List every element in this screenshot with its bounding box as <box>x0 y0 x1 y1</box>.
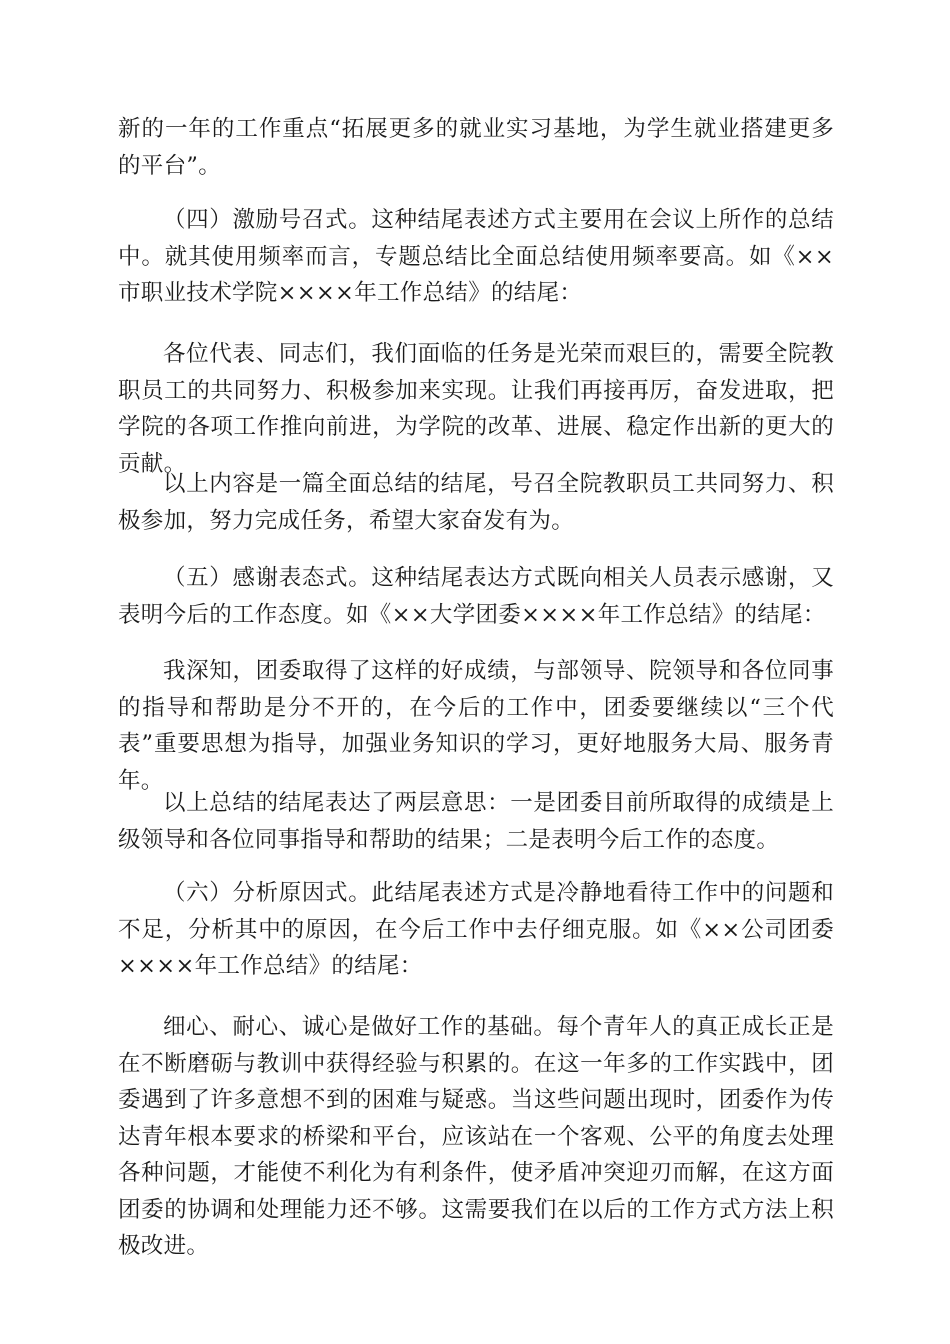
paragraph-quote-three: 细心、耐心、诚心是做好工作的基础。每个青年人的真正成长正是在不断磨砺与教训中获得经验与积累的。在这一年多的工作实践中，团委遇到了许多意想不到的困难与疑惑。当这些问题出现时，团委作为传达青年根本要求的桥梁和平台，应该站在一个客观、公平的角度去处理各种问题，才能使不利化为有利条件，使矛盾冲突迎刃而解，在这方面团委的协调和处理能力还不够。这需要我们在以后的工作方式方法上积极改进。 <box>118 1014 834 1259</box>
paragraph-section-four: （四）激励号召式。这种结尾表述方式主要用在会议上所作的总结中。就其使用频率而言，专题总结比全面总结使用频率要高。如《××市职业技术学院××××年工作总结》的结尾： <box>118 207 834 306</box>
paragraph-quote-two: 我深知，团委取得了这样的好成绩，与部领导、院领导和各位同事的指导和帮助是分不开的，在今后的工作中，团委要继续以“三个代表”重要思想为指导，加强业务知识的学习，更好地服务大局、服务青年。 <box>118 658 834 794</box>
paragraph-comment-one: 以上内容是一篇全面总结的结尾，号召全院教职员工共同努力、积极参加，努力完成任务，希望大家奋发有为。 <box>118 471 834 534</box>
paragraph-continuation: 新的一年的工作重点“拓展更多的就业实习基地，为学生就业搭建更多的平台”。 <box>118 116 834 179</box>
paragraph-section-five: （五）感谢表态式。这种结尾表达方式既向相关人员表示感谢，又表明今后的工作态度。如《××大学团委××××年工作总结》的结尾： <box>118 565 834 628</box>
paragraph-section-six: （六）分析原因式。此结尾表述方式是冷静地看待工作中的问题和不足，分析其中的原因，在今后工作中去仔细克服。如《××公司团委××××年工作总结》的结尾： <box>118 880 834 979</box>
paragraph-quote-one: 各位代表、同志们，我们面临的任务是光荣而艰巨的，需要全院教职员工的共同努力、积极参加来实现。让我们再接再厉，奋发进取，把学院的各项工作推向前进，为学院的改革、进展、稳定作出新的更大的贡献。 <box>118 341 834 477</box>
paragraph-comment-two: 以上总结的结尾表达了两层意思：一是团委目前所取得的成绩是上级领导和各位同事指导和帮助的结果；二是表明今后工作的态度。 <box>118 790 834 853</box>
document-page <box>118 0 834 1344</box>
